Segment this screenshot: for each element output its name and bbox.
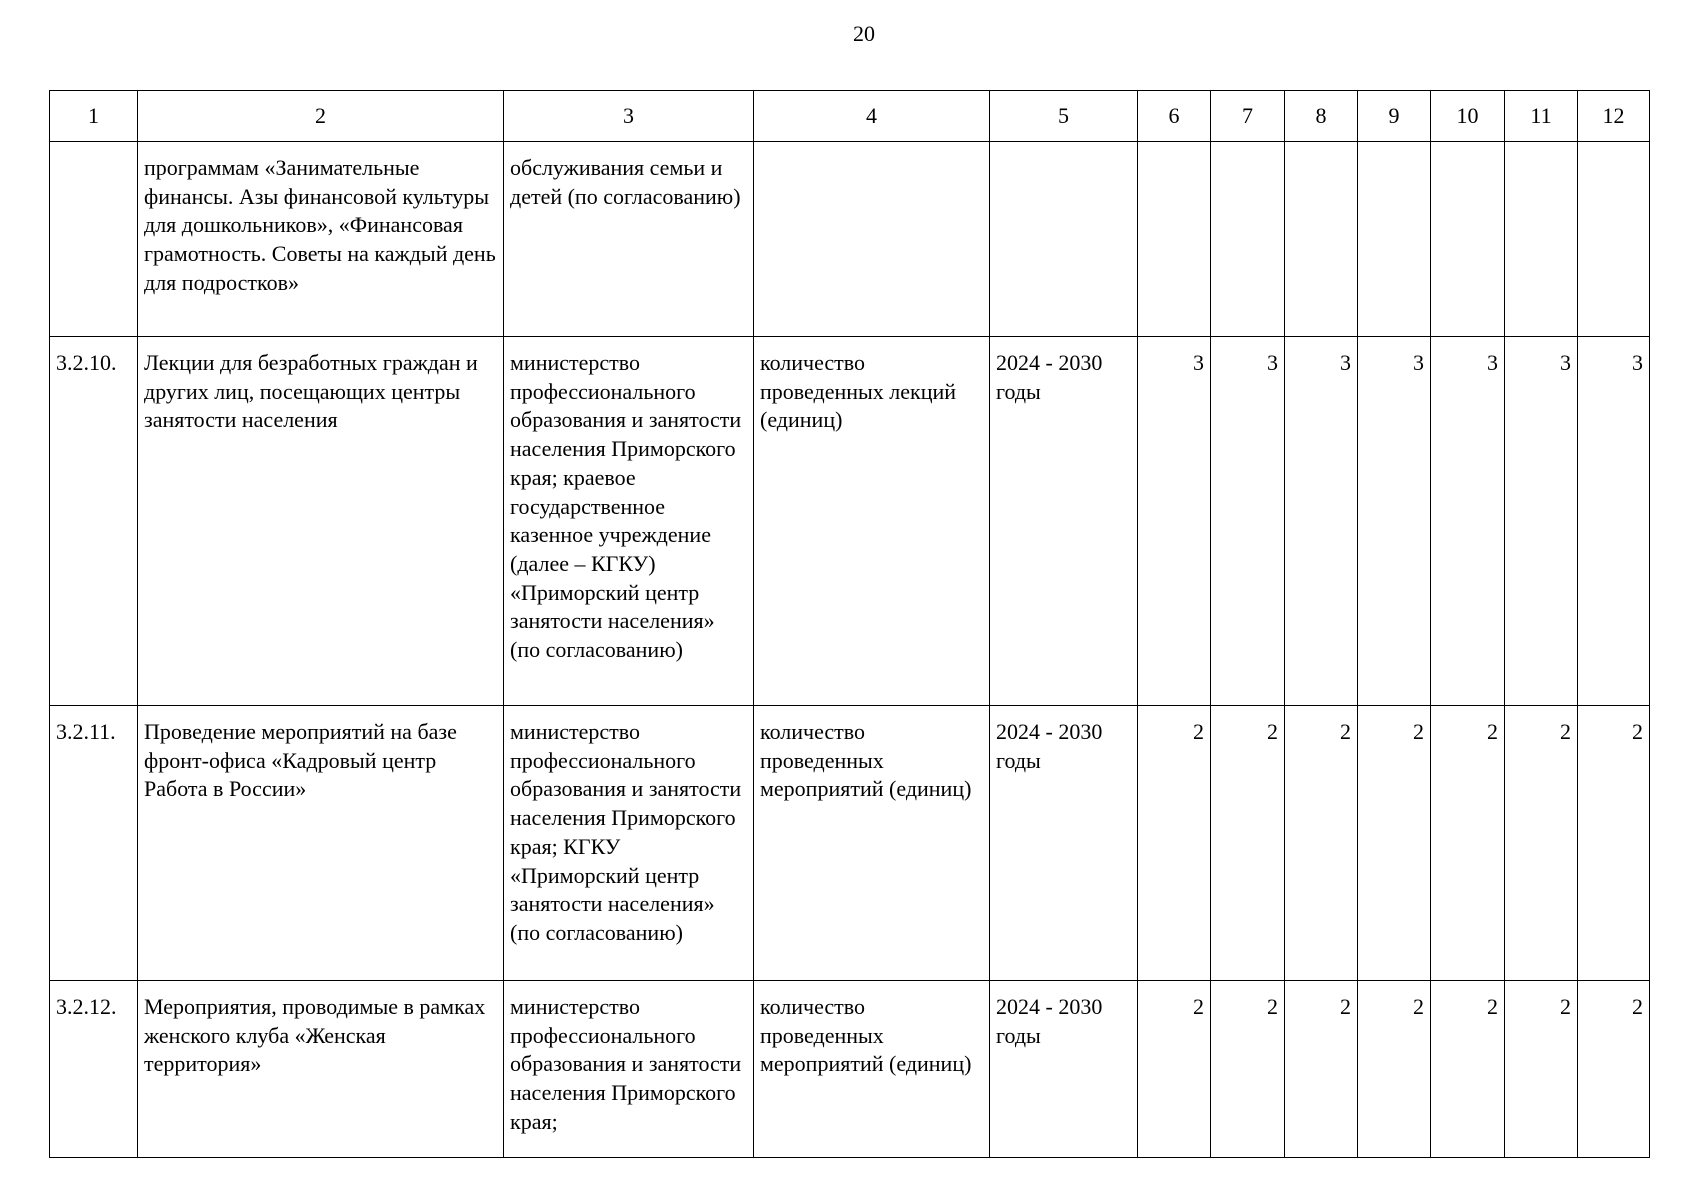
value-cell: 2 — [1505, 981, 1578, 1158]
event-name-cell: Лекции для безработных граждан и других лиц, посещающих центры занятости населения — [138, 337, 504, 706]
table-row — [50, 337, 1650, 706]
column-header-4: 4 — [754, 91, 990, 142]
value-cell: 3 — [1358, 337, 1431, 706]
event-name-cell: программам «Занимательные финансы. Азы финансовой культуры для дошкольников», «Финансовая грамотность. Советы на каждый день для подростков» — [138, 142, 504, 337]
value-cell: 2 — [1431, 706, 1505, 981]
value-cell: 3 — [1285, 337, 1358, 706]
value-cell: 2 — [1211, 706, 1285, 981]
value-cell: 2 — [1211, 981, 1285, 1158]
indicator-cell: количество проведенных лекций (единиц) — [754, 337, 990, 706]
value-cell — [1138, 142, 1211, 337]
value-cell: 2 — [1138, 706, 1211, 981]
executor-cell: министерство профессионального образования и занятости населения Приморского края; КГКУ «Приморский центр занятости населения» (по согласованию) — [504, 706, 754, 981]
measures-table — [49, 90, 1650, 1158]
column-header-12: 12 — [1578, 91, 1650, 142]
executor-cell: министерство профессионального образования и занятости населения Приморского края; — [504, 981, 754, 1158]
indicator-cell — [754, 142, 990, 337]
column-header-5: 5 — [990, 91, 1138, 142]
row-id-cell: 3.2.10. — [50, 337, 138, 706]
value-cell: 2 — [1358, 981, 1431, 1158]
table-row — [50, 142, 1650, 337]
value-cell: 3 — [1138, 337, 1211, 706]
page-number: 20 — [853, 21, 875, 46]
indicator-cell: количество проведенных мероприятий (единиц) — [754, 706, 990, 981]
value-cell: 2 — [1578, 706, 1650, 981]
value-cell: 2 — [1578, 981, 1650, 1158]
value-cell: 2 — [1285, 706, 1358, 981]
period-cell: 2024 - 2030 годы — [990, 337, 1138, 706]
value-cell: 2 — [1285, 981, 1358, 1158]
column-header-1: 1 — [50, 91, 138, 142]
value-cell: 3 — [1578, 337, 1650, 706]
value-cell — [1358, 142, 1431, 337]
column-header-11: 11 — [1505, 91, 1578, 142]
column-header-8: 8 — [1285, 91, 1358, 142]
column-header-10: 10 — [1431, 91, 1505, 142]
event-name-cell: Мероприятия, проводимые в рамках женского клуба «Женская территория» — [138, 981, 504, 1158]
value-cell — [1211, 142, 1285, 337]
row-id-cell — [50, 142, 138, 337]
period-cell: 2024 - 2030 годы — [990, 706, 1138, 981]
executor-cell: министерство профессионального образования и занятости населения Приморского края; краевое государственное казенное учреждение (далее – КГКУ) «Приморский центр занятости населения» (по согласованию) — [504, 337, 754, 706]
value-cell: 2 — [1505, 706, 1578, 981]
column-header-3: 3 — [504, 91, 754, 142]
period-cell — [990, 142, 1138, 337]
row-id-cell: 3.2.11. — [50, 706, 138, 981]
column-header-2: 2 — [138, 91, 504, 142]
value-cell — [1431, 142, 1505, 337]
value-cell: 2 — [1138, 981, 1211, 1158]
indicator-cell: количество проведенных мероприятий (единиц) — [754, 981, 990, 1158]
executor-cell: обслуживания семьи и детей (по согласованию) — [504, 142, 754, 337]
event-name-cell: Проведение мероприятий на базе фронт-офиса «Кадровый центр Работа в России» — [138, 706, 504, 981]
value-cell: 3 — [1431, 337, 1505, 706]
period-cell: 2024 - 2030 годы — [990, 981, 1138, 1158]
value-cell: 2 — [1358, 706, 1431, 981]
column-header-6: 6 — [1138, 91, 1211, 142]
value-cell: 3 — [1505, 337, 1578, 706]
value-cell — [1578, 142, 1650, 337]
row-id-cell: 3.2.12. — [50, 981, 138, 1158]
table-header-row — [50, 91, 1650, 142]
value-cell — [1505, 142, 1578, 337]
table-row — [50, 981, 1650, 1158]
column-header-7: 7 — [1211, 91, 1285, 142]
column-header-9: 9 — [1358, 91, 1431, 142]
table-row — [50, 706, 1650, 981]
value-cell: 3 — [1211, 337, 1285, 706]
value-cell: 2 — [1431, 981, 1505, 1158]
value-cell — [1285, 142, 1358, 337]
